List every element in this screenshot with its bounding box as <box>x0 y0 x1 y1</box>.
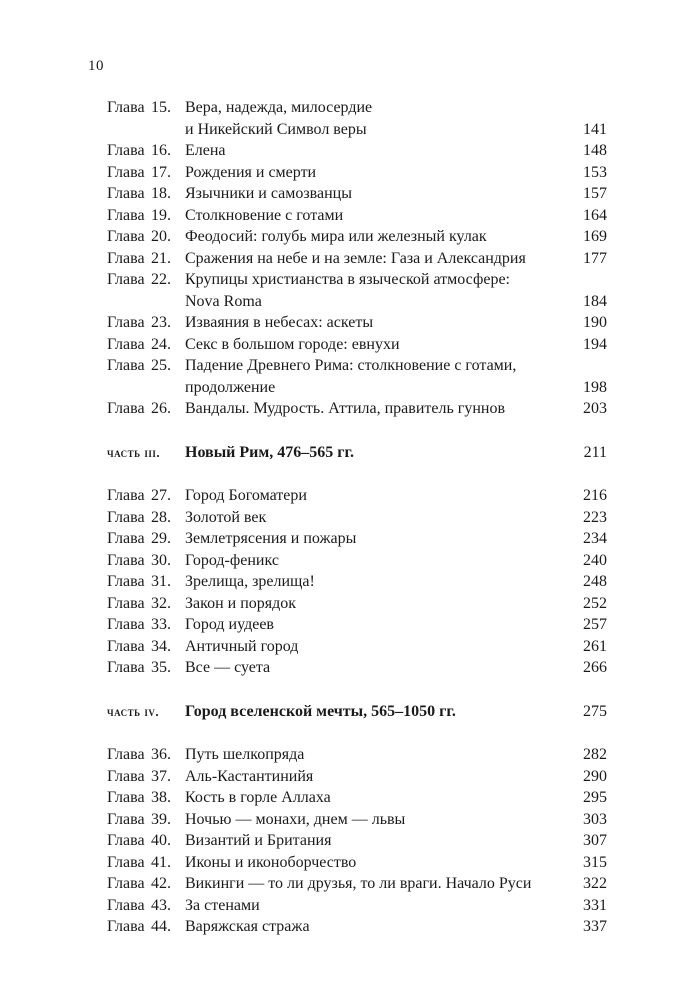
chapter-title-line: Елена <box>185 142 226 159</box>
toc-entry[interactable] <box>107 744 607 766</box>
chapter-number: 32. <box>151 594 171 612</box>
chapter-title-line: Город-феникс <box>185 551 279 569</box>
chapter-title-line: и Никейский Символ веры <box>185 120 367 138</box>
chapter-page-number: 257 <box>583 616 607 633</box>
chapter-number: 34. <box>151 637 171 655</box>
chapter-number: 41. <box>151 853 171 871</box>
chapter-number: 16. <box>151 142 171 159</box>
chapter-page-number: 190 <box>583 314 607 331</box>
chapter-label <box>107 528 185 550</box>
chapter-number: 31. <box>151 573 171 590</box>
chapter-page-number: 157 <box>583 185 607 202</box>
chapter-word: Глава <box>107 896 145 914</box>
chapter-title <box>185 593 567 615</box>
chapter-page-number: 295 <box>583 789 607 806</box>
chapter-label <box>107 571 185 593</box>
chapter-page-number: 261 <box>583 637 607 655</box>
chapter-page-number: 177 <box>583 249 607 267</box>
chapter-label <box>107 766 185 788</box>
chapter-title <box>185 312 567 334</box>
chapter-title <box>185 140 567 162</box>
chapter-page-number: 216 <box>583 487 607 504</box>
chapter-title <box>185 809 567 831</box>
chapter-word: Глава <box>107 142 145 159</box>
chapter-number: 23. <box>151 314 171 331</box>
chapter-label <box>107 248 185 270</box>
chapter-label <box>107 269 185 291</box>
chapter-title <box>185 636 567 658</box>
chapter-word: Глава <box>107 551 145 569</box>
chapter-number: 27. <box>151 487 171 504</box>
chapter-title-line: Феодосий: голубь мира или железный кулак <box>185 228 487 245</box>
chapter-title-line: Столкновение с готами <box>185 206 344 224</box>
chapter-page-number: 184 <box>583 292 607 310</box>
chapter-word: Глава <box>107 228 145 245</box>
toc-entry[interactable] <box>107 636 607 658</box>
chapter-title <box>185 507 567 529</box>
chapter-label <box>107 614 185 636</box>
chapter-label <box>107 162 185 184</box>
toc-entry[interactable] <box>107 140 607 162</box>
chapter-title <box>185 895 567 917</box>
chapter-title <box>185 528 567 550</box>
chapter-title <box>185 248 567 270</box>
chapter-label <box>107 593 185 615</box>
toc-entry[interactable] <box>107 550 607 572</box>
chapter-title-line: Золотой век <box>185 508 267 526</box>
chapter-title-line: Византий и Британия <box>185 832 332 849</box>
part-page-number: 211 <box>583 443 607 461</box>
chapter-word: Глава <box>107 810 145 828</box>
chapter-page-number: 148 <box>583 142 607 159</box>
chapter-page-number: 266 <box>583 659 607 676</box>
chapter-number: 17. <box>151 163 171 181</box>
chapter-label <box>107 744 185 766</box>
chapter-page-number: 194 <box>583 335 607 353</box>
toc-entry[interactable] <box>107 657 607 679</box>
chapter-title-line: Античный город <box>185 637 299 655</box>
chapter-page-number: 234 <box>583 530 607 547</box>
toc-entry[interactable] <box>107 269 607 312</box>
chapter-label <box>107 140 185 162</box>
chapter-title <box>185 398 567 420</box>
chapter-number: 44. <box>151 918 171 935</box>
toc-entry[interactable] <box>107 507 607 529</box>
chapter-word: Глава <box>107 163 145 181</box>
chapter-title-line: Вера, надежда, милосердие <box>185 99 373 116</box>
chapter-page-number: 307 <box>583 832 607 849</box>
chapter-number: 43. <box>151 896 171 914</box>
chapter-title-line: Изваяния в небесах: аскеты <box>185 314 374 331</box>
chapter-title <box>185 550 567 572</box>
chapter-title <box>185 205 567 227</box>
chapter-word: Глава <box>107 659 145 676</box>
chapter-word: Глава <box>107 616 145 633</box>
chapter-word: Глава <box>107 206 145 224</box>
chapter-label <box>107 636 185 658</box>
chapter-word: Глава <box>107 508 145 526</box>
toc-entry[interactable] <box>107 355 607 398</box>
chapter-label <box>107 226 185 248</box>
chapter-page-number: 240 <box>583 551 607 569</box>
chapter-title-line: Вандалы. Мудрость. Аттила, правитель гуннов <box>185 400 505 417</box>
chapter-title-line: Падение Древнего Рима: столкновение с готами, <box>185 357 517 374</box>
chapter-title <box>185 571 567 593</box>
chapter-number: 28. <box>151 508 171 526</box>
chapter-word: Глава <box>107 637 145 655</box>
chapter-number: 18. <box>151 185 171 202</box>
part-title: Город вселенской мечты, 565–1050 гг. <box>185 702 456 720</box>
part-label: часть iii. <box>107 444 161 460</box>
chapter-title <box>185 334 567 356</box>
chapter-word: Глава <box>107 99 145 116</box>
chapter-number: 15. <box>151 99 171 116</box>
chapter-label <box>107 809 185 831</box>
toc-entry[interactable] <box>107 830 607 852</box>
chapter-title-line: За стенами <box>185 896 260 914</box>
chapter-page-number: 290 <box>583 767 607 785</box>
chapter-number: 22. <box>151 271 171 288</box>
chapter-number: 24. <box>151 335 171 353</box>
chapter-word: Глава <box>107 746 145 763</box>
chapter-label <box>107 485 185 507</box>
chapter-word: Глава <box>107 573 145 590</box>
toc-entry[interactable] <box>107 528 607 550</box>
toc-entry[interactable] <box>107 614 607 636</box>
chapter-title-line: Викинги — то ли друзья, то ли враги. Начало Руси <box>185 875 532 892</box>
chapter-page-number: 153 <box>583 163 607 181</box>
chapter-number: 19. <box>151 206 171 224</box>
chapter-title <box>185 830 567 852</box>
chapter-word: Глава <box>107 767 145 785</box>
chapter-title-line: Крупицы христианства в языческой атмосфере: <box>185 271 510 288</box>
toc-entry[interactable] <box>107 248 607 270</box>
chapter-number: 33. <box>151 616 171 633</box>
toc-entry[interactable] <box>107 895 607 917</box>
toc-entry[interactable] <box>107 312 607 334</box>
chapter-number: 40. <box>151 832 171 849</box>
chapter-label <box>107 355 185 377</box>
chapter-page-number: 303 <box>583 810 607 828</box>
chapter-title-line: продолжение <box>185 378 276 396</box>
chapter-page-number: 169 <box>583 228 607 245</box>
chapter-label <box>107 873 185 895</box>
chapter-word: Глава <box>107 530 145 547</box>
toc-entry[interactable] <box>107 873 607 895</box>
chapter-number: 37. <box>151 767 171 785</box>
chapter-title <box>185 355 567 398</box>
chapter-title <box>185 614 567 636</box>
chapter-title <box>185 162 567 184</box>
chapter-title <box>185 657 567 679</box>
chapter-label <box>107 97 185 119</box>
chapter-word: Глава <box>107 249 145 267</box>
chapter-title-line: Иконы и иконоборчество <box>185 853 357 871</box>
chapter-title <box>185 766 567 788</box>
chapter-word: Глава <box>107 487 145 504</box>
chapter-page-number: 322 <box>583 875 607 892</box>
chapter-label <box>107 916 185 938</box>
chapter-page-number: 203 <box>583 400 607 417</box>
chapter-title-line: Ночью — монахи, днем — львы <box>185 810 406 828</box>
toc-entry[interactable] <box>107 183 607 205</box>
chapter-title <box>185 787 567 809</box>
chapter-title-line: Nova Roma <box>185 292 262 310</box>
chapter-label <box>107 830 185 852</box>
chapter-title-line: Кость в горле Аллаха <box>185 789 331 806</box>
toc-entry[interactable] <box>107 852 607 874</box>
chapter-title-line: Все — суета <box>185 659 271 676</box>
chapter-label <box>107 334 185 356</box>
chapter-word: Глава <box>107 853 145 871</box>
chapter-title <box>185 485 567 507</box>
chapter-title <box>185 744 567 766</box>
chapter-number: 26. <box>151 400 171 417</box>
chapter-title-line: Сражения на небе и на земле: Газа и Александрия <box>185 249 526 267</box>
chapter-label <box>107 205 185 227</box>
chapter-title-line: Закон и порядок <box>185 594 297 612</box>
page-number: 10 <box>88 58 104 74</box>
toc-entry[interactable] <box>107 162 607 184</box>
chapter-number: 25. <box>151 357 171 374</box>
chapter-word: Глава <box>107 875 145 892</box>
chapter-word: Глава <box>107 400 145 417</box>
chapter-number: 20. <box>151 228 171 245</box>
chapter-page-number: 315 <box>583 853 607 871</box>
chapter-title-line: Зрелища, зрелища! <box>185 573 315 590</box>
toc-entry[interactable] <box>107 334 607 356</box>
chapter-word: Глава <box>107 832 145 849</box>
chapter-word: Глава <box>107 314 145 331</box>
toc-entry[interactable] <box>107 571 607 593</box>
toc-entry[interactable] <box>107 809 607 831</box>
chapter-title <box>185 269 567 312</box>
chapter-title <box>185 852 567 874</box>
chapter-page-number: 198 <box>583 378 607 396</box>
chapter-page-number: 164 <box>583 206 607 224</box>
chapter-title <box>185 916 567 938</box>
chapter-title-line: Путь шелкопряда <box>185 746 305 763</box>
chapter-title-line: Секс в большом городе: евнухи <box>185 335 400 353</box>
chapter-number: 21. <box>151 249 171 267</box>
toc-entry[interactable] <box>107 226 607 248</box>
chapter-title-line: Город иудеев <box>185 616 274 633</box>
chapter-number: 36. <box>151 746 171 763</box>
part-heading <box>107 442 607 464</box>
chapter-page-number: 141 <box>583 120 607 138</box>
chapter-title-line: Землетрясения и пожары <box>185 530 357 547</box>
part-title: Новый Рим, 476–565 гг. <box>185 443 355 461</box>
chapter-title <box>185 97 567 140</box>
part-heading <box>107 701 607 723</box>
chapter-number: 38. <box>151 789 171 806</box>
chapter-page-number: 337 <box>583 918 607 935</box>
table-of-contents <box>107 97 607 938</box>
chapter-page-number: 331 <box>583 896 607 914</box>
toc-entry[interactable] <box>107 787 607 809</box>
chapter-title-line: Язычники и самозванцы <box>185 185 352 202</box>
chapter-number: 39. <box>151 810 171 828</box>
chapter-label <box>107 550 185 572</box>
toc-entry[interactable] <box>107 593 607 615</box>
chapter-title <box>185 183 567 205</box>
chapter-label <box>107 507 185 529</box>
toc-entry[interactable] <box>107 916 607 938</box>
chapter-title <box>185 226 567 248</box>
chapter-number: 30. <box>151 551 171 569</box>
chapter-title-line: Варяжская стража <box>185 918 310 935</box>
toc-entry[interactable] <box>107 398 607 420</box>
toc-entry[interactable] <box>107 97 607 140</box>
chapter-title-line: Аль-Кастантинийя <box>185 767 314 785</box>
chapter-title <box>185 873 567 895</box>
chapter-label <box>107 183 185 205</box>
chapter-word: Глава <box>107 594 145 612</box>
chapter-label <box>107 398 185 420</box>
chapter-page-number: 248 <box>583 573 607 590</box>
chapter-title-line: Город Богоматери <box>185 487 307 504</box>
chapter-page-number: 223 <box>583 508 607 526</box>
chapter-label <box>107 895 185 917</box>
toc-entry[interactable] <box>107 485 607 507</box>
chapter-label <box>107 852 185 874</box>
chapter-page-number: 252 <box>583 594 607 612</box>
chapter-word: Глава <box>107 271 145 288</box>
chapter-label <box>107 657 185 679</box>
part-label: часть iv. <box>107 703 160 719</box>
chapter-word: Глава <box>107 918 145 935</box>
toc-entry[interactable] <box>107 766 607 788</box>
chapter-page-number: 282 <box>583 746 607 763</box>
toc-entry[interactable] <box>107 205 607 227</box>
chapter-number: 35. <box>151 659 171 676</box>
chapter-label <box>107 312 185 334</box>
chapter-word: Глава <box>107 185 145 202</box>
chapter-label <box>107 787 185 809</box>
chapter-word: Глава <box>107 357 145 374</box>
chapter-number: 29. <box>151 530 171 547</box>
chapter-number: 42. <box>151 875 171 892</box>
chapter-word: Глава <box>107 335 145 353</box>
chapter-title-line: Рождения и смерти <box>185 163 317 181</box>
part-page-number: 275 <box>583 702 607 720</box>
chapter-word: Глава <box>107 789 145 806</box>
